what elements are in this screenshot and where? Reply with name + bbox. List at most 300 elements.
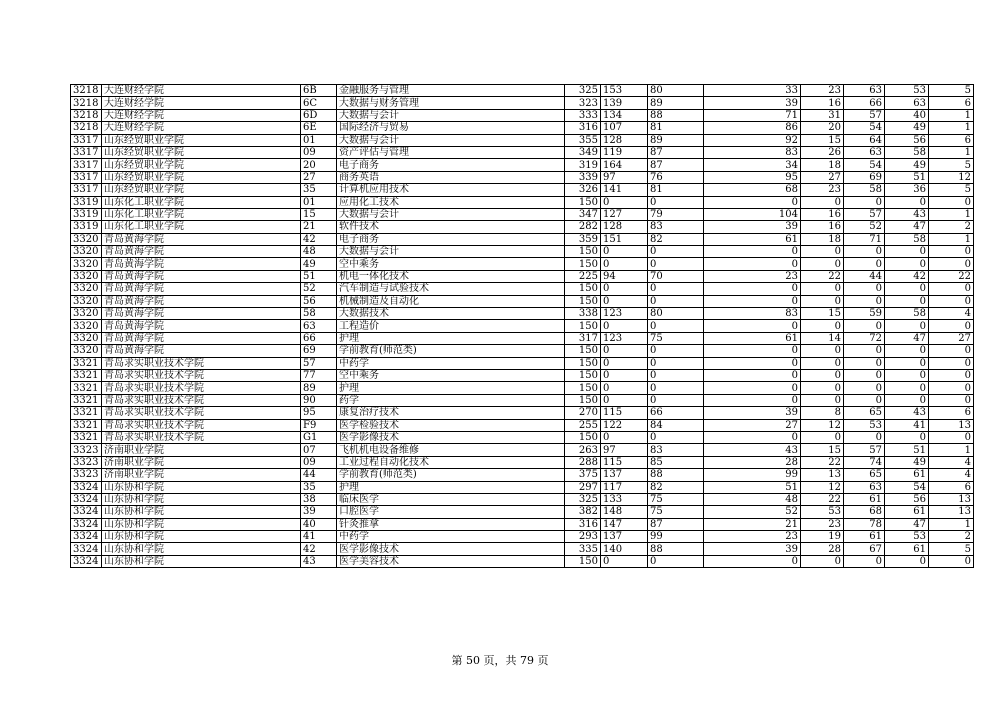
cell-col9: 0 [801, 246, 844, 258]
cell-col12: 22 [929, 270, 974, 282]
cell-major-name: 口腔医学 [337, 506, 565, 518]
cell-school-code: 3320 [71, 295, 102, 307]
cell-school-name: 青岛黄海学院 [102, 233, 301, 245]
cell-col8: 0 [704, 295, 801, 307]
cell-col12: 2 [929, 221, 974, 233]
cell-col7: 76 [648, 171, 704, 183]
cell-major-code: 56 [301, 295, 337, 307]
cell-major-code: 57 [301, 357, 337, 369]
cell-col10: 0 [844, 258, 885, 270]
cell-major-code: 40 [301, 518, 337, 530]
cell-col7: 89 [648, 97, 704, 109]
cell-school-name: 济南职业学院 [102, 469, 301, 481]
cell-col11: 61 [885, 506, 929, 518]
cell-major-name: 学前教育(师范类) [337, 469, 565, 481]
cell-col11: 54 [885, 481, 929, 493]
cell-col9: 0 [801, 555, 844, 567]
cell-col7: 87 [648, 518, 704, 530]
table-row [71, 382, 974, 394]
cell-col7: 79 [648, 208, 704, 220]
cell-col9: 0 [801, 345, 844, 357]
cell-col10: 63 [844, 481, 885, 493]
table-row [71, 419, 974, 431]
cell-major-code: 01 [301, 196, 337, 208]
cell-col12: 4 [929, 469, 974, 481]
cell-col8: 39 [704, 407, 801, 419]
cell-school-name: 青岛黄海学院 [102, 320, 301, 332]
cell-major-code: 52 [301, 283, 337, 295]
cell-school-name: 山东化工职业学院 [102, 208, 301, 220]
cell-plan-score: 150 [565, 345, 601, 357]
cell-col11: 49 [885, 122, 929, 134]
cell-col7: 0 [648, 369, 704, 381]
cell-school-name: 青岛黄海学院 [102, 295, 301, 307]
cell-plan-score: 150 [565, 258, 601, 270]
cell-school-name: 青岛求实职业技术学院 [102, 407, 301, 419]
cell-col11: 58 [885, 308, 929, 320]
cell-col6: 0 [601, 382, 648, 394]
cell-col10: 54 [844, 122, 885, 134]
cell-major-name: 医学影像技术 [337, 543, 565, 555]
cell-plan-score: 150 [565, 394, 601, 406]
cell-col11: 61 [885, 543, 929, 555]
cell-school-code: 3317 [71, 171, 102, 183]
cell-major-code: G1 [301, 431, 337, 443]
cell-col11: 51 [885, 171, 929, 183]
cell-major-name: 机械制造及自动化 [337, 295, 565, 307]
cell-col11: 41 [885, 419, 929, 431]
cell-plan-score: 325 [565, 85, 601, 97]
table-row [71, 345, 974, 357]
cell-major-code: 27 [301, 171, 337, 183]
cell-col10: 57 [844, 208, 885, 220]
cell-col7: 0 [648, 295, 704, 307]
cell-col6: 137 [601, 469, 648, 481]
cell-col8: 61 [704, 332, 801, 344]
cell-school-name: 山东协和学院 [102, 518, 301, 530]
cell-col6: 0 [601, 369, 648, 381]
cell-school-name: 青岛黄海学院 [102, 345, 301, 357]
cell-col11: 58 [885, 146, 929, 158]
cell-plan-score: 355 [565, 134, 601, 146]
cell-col11: 53 [885, 85, 929, 97]
cell-plan-score: 375 [565, 469, 601, 481]
cell-school-code: 3317 [71, 184, 102, 196]
cell-col9: 15 [801, 444, 844, 456]
cell-col12: 5 [929, 159, 974, 171]
cell-col8: 0 [704, 320, 801, 332]
cell-col8: 0 [704, 394, 801, 406]
cell-col11: 61 [885, 469, 929, 481]
cell-col11: 56 [885, 134, 929, 146]
table-row [71, 134, 974, 146]
cell-col7: 85 [648, 456, 704, 468]
cell-col10: 0 [844, 431, 885, 443]
cell-major-name: 飞机机电设备维修 [337, 444, 565, 456]
cell-col8: 61 [704, 233, 801, 245]
cell-col6: 94 [601, 270, 648, 282]
cell-col9: 16 [801, 221, 844, 233]
cell-major-code: 38 [301, 493, 337, 505]
cell-col11: 0 [885, 394, 929, 406]
cell-major-name: 大数据与会计 [337, 208, 565, 220]
cell-col7: 0 [648, 258, 704, 270]
cell-col12: 0 [929, 382, 974, 394]
cell-school-name: 青岛求实职业技术学院 [102, 431, 301, 443]
cell-major-code: 95 [301, 407, 337, 419]
cell-col8: 83 [704, 146, 801, 158]
cell-school-code: 3323 [71, 444, 102, 456]
cell-major-code: 42 [301, 543, 337, 555]
cell-col6: 147 [601, 518, 648, 530]
cell-col12: 1 [929, 518, 974, 530]
cell-col10: 69 [844, 171, 885, 183]
cell-plan-score: 316 [565, 518, 601, 530]
cell-col8: 21 [704, 518, 801, 530]
cell-col10: 53 [844, 419, 885, 431]
cell-col7: 88 [648, 469, 704, 481]
cell-col6: 148 [601, 506, 648, 518]
cell-col7: 82 [648, 481, 704, 493]
cell-major-name: 汽车制造与试验技术 [337, 283, 565, 295]
cell-col11: 0 [885, 258, 929, 270]
cell-col8: 99 [704, 469, 801, 481]
cell-plan-score: 263 [565, 444, 601, 456]
cell-col11: 0 [885, 345, 929, 357]
cell-col10: 65 [844, 407, 885, 419]
cell-major-name: 电子商务 [337, 233, 565, 245]
cell-col9: 0 [801, 258, 844, 270]
table-row [71, 469, 974, 481]
cell-col11: 0 [885, 246, 929, 258]
cell-major-code: 49 [301, 258, 337, 270]
cell-col10: 64 [844, 134, 885, 146]
table-row [71, 122, 974, 134]
cell-major-name: 护理 [337, 332, 565, 344]
cell-col8: 23 [704, 531, 801, 543]
cell-major-name: 软件技术 [337, 221, 565, 233]
table-row [71, 295, 974, 307]
table-row [71, 221, 974, 233]
cell-col7: 88 [648, 109, 704, 121]
cell-col9: 0 [801, 196, 844, 208]
cell-plan-score: 150 [565, 555, 601, 567]
admission-score-table [70, 84, 974, 568]
cell-plan-score: 359 [565, 233, 601, 245]
cell-school-code: 3320 [71, 283, 102, 295]
cell-plan-score: 150 [565, 283, 601, 295]
cell-col8: 95 [704, 171, 801, 183]
cell-col9: 0 [801, 283, 844, 295]
table-row [71, 444, 974, 456]
cell-major-name: 大数据技术 [337, 308, 565, 320]
cell-major-code: 69 [301, 345, 337, 357]
cell-col8: 0 [704, 555, 801, 567]
cell-col12: 1 [929, 444, 974, 456]
cell-major-name: 大数据与会计 [337, 134, 565, 146]
cell-col8: 0 [704, 357, 801, 369]
cell-col9: 31 [801, 109, 844, 121]
cell-plan-score: 288 [565, 456, 601, 468]
cell-major-name: 针灸推拿 [337, 518, 565, 530]
table-row [71, 407, 974, 419]
cell-col10: 0 [844, 555, 885, 567]
cell-col6: 123 [601, 332, 648, 344]
cell-col6: 141 [601, 184, 648, 196]
cell-school-name: 山东协和学院 [102, 493, 301, 505]
table-row [71, 320, 974, 332]
cell-major-code: 09 [301, 146, 337, 158]
table-row [71, 431, 974, 443]
cell-school-name: 青岛黄海学院 [102, 270, 301, 282]
cell-school-name: 山东协和学院 [102, 531, 301, 543]
cell-col7: 66 [648, 407, 704, 419]
cell-col9: 15 [801, 134, 844, 146]
cell-col8: 0 [704, 382, 801, 394]
cell-col12: 2 [929, 531, 974, 543]
cell-major-name: 中药学 [337, 357, 565, 369]
cell-col11: 49 [885, 159, 929, 171]
cell-plan-score: 150 [565, 295, 601, 307]
cell-major-name: 资产评估与管理 [337, 146, 565, 158]
cell-school-name: 济南职业学院 [102, 444, 301, 456]
cell-col9: 23 [801, 184, 844, 196]
cell-col11: 49 [885, 456, 929, 468]
cell-col6: 139 [601, 97, 648, 109]
cell-col10: 65 [844, 469, 885, 481]
cell-col8: 86 [704, 122, 801, 134]
cell-major-name: 工业过程自动化技术 [337, 456, 565, 468]
cell-school-name: 山东协和学院 [102, 543, 301, 555]
cell-col11: 0 [885, 555, 929, 567]
cell-plan-score: 325 [565, 493, 601, 505]
cell-major-code: 39 [301, 506, 337, 518]
cell-col9: 26 [801, 146, 844, 158]
cell-school-code: 3320 [71, 270, 102, 282]
cell-major-name: 商务英语 [337, 171, 565, 183]
cell-col6: 153 [601, 85, 648, 97]
cell-col11: 51 [885, 444, 929, 456]
cell-major-name: 大数据与财务管理 [337, 97, 565, 109]
cell-col11: 43 [885, 407, 929, 419]
cell-col7: 88 [648, 543, 704, 555]
cell-school-name: 山东经贸职业学院 [102, 184, 301, 196]
cell-col8: 52 [704, 506, 801, 518]
cell-major-code: 6D [301, 109, 337, 121]
cell-school-code: 3321 [71, 419, 102, 431]
cell-col10: 0 [844, 394, 885, 406]
cell-col12: 5 [929, 85, 974, 97]
cell-col11: 0 [885, 320, 929, 332]
cell-col7: 80 [648, 85, 704, 97]
cell-col9: 13 [801, 469, 844, 481]
cell-col6: 128 [601, 221, 648, 233]
cell-col10: 58 [844, 184, 885, 196]
cell-school-code: 3319 [71, 221, 102, 233]
table-row [71, 555, 974, 567]
cell-col9: 0 [801, 394, 844, 406]
cell-school-code: 3321 [71, 369, 102, 381]
cell-major-code: 20 [301, 159, 337, 171]
table-row [71, 357, 974, 369]
cell-col8: 0 [704, 196, 801, 208]
cell-col9: 18 [801, 233, 844, 245]
cell-col8: 0 [704, 258, 801, 270]
cell-school-name: 山东经贸职业学院 [102, 159, 301, 171]
cell-col8: 104 [704, 208, 801, 220]
cell-col12: 1 [929, 146, 974, 158]
cell-school-code: 3320 [71, 345, 102, 357]
cell-major-code: 90 [301, 394, 337, 406]
cell-col7: 82 [648, 233, 704, 245]
cell-school-code: 3320 [71, 308, 102, 320]
cell-col6: 128 [601, 134, 648, 146]
cell-major-code: 35 [301, 481, 337, 493]
cell-col9: 19 [801, 531, 844, 543]
cell-col8: 34 [704, 159, 801, 171]
cell-major-code: 15 [301, 208, 337, 220]
table-row [71, 394, 974, 406]
cell-col12: 13 [929, 493, 974, 505]
table-row [71, 208, 974, 220]
cell-col9: 18 [801, 159, 844, 171]
cell-col6: 0 [601, 283, 648, 295]
cell-major-name: 空中乘务 [337, 369, 565, 381]
cell-col10: 57 [844, 444, 885, 456]
cell-col9: 16 [801, 97, 844, 109]
cell-col9: 0 [801, 431, 844, 443]
cell-col6: 0 [601, 345, 648, 357]
cell-col11: 0 [885, 196, 929, 208]
cell-col12: 13 [929, 419, 974, 431]
cell-major-name: 国际经济与贸易 [337, 122, 565, 134]
table-row [71, 369, 974, 381]
cell-col6: 0 [601, 320, 648, 332]
table-row [71, 518, 974, 530]
cell-plan-score: 150 [565, 431, 601, 443]
cell-school-code: 3323 [71, 456, 102, 468]
cell-school-code: 3317 [71, 146, 102, 158]
cell-col9: 27 [801, 171, 844, 183]
cell-col9: 16 [801, 208, 844, 220]
cell-col6: 151 [601, 233, 648, 245]
cell-col10: 52 [844, 221, 885, 233]
cell-col7: 0 [648, 555, 704, 567]
cell-plan-score: 382 [565, 506, 601, 518]
cell-plan-score: 349 [565, 146, 601, 158]
cell-col8: 33 [704, 85, 801, 97]
cell-col8: 43 [704, 444, 801, 456]
cell-major-code: 89 [301, 382, 337, 394]
cell-col12: 0 [929, 431, 974, 443]
cell-col10: 72 [844, 332, 885, 344]
cell-plan-score: 316 [565, 122, 601, 134]
cell-col8: 71 [704, 109, 801, 121]
cell-school-code: 3324 [71, 555, 102, 567]
cell-major-code: 35 [301, 184, 337, 196]
cell-col6: 123 [601, 308, 648, 320]
cell-school-name: 大连财经学院 [102, 85, 301, 97]
cell-school-name: 青岛黄海学院 [102, 332, 301, 344]
table-row [71, 233, 974, 245]
cell-col10: 0 [844, 369, 885, 381]
cell-major-name: 机电一体化技术 [337, 270, 565, 282]
cell-col10: 0 [844, 196, 885, 208]
cell-col6: 133 [601, 493, 648, 505]
cell-major-code: 43 [301, 555, 337, 567]
cell-plan-score: 338 [565, 308, 601, 320]
cell-col12: 0 [929, 196, 974, 208]
cell-col11: 42 [885, 270, 929, 282]
cell-col9: 15 [801, 308, 844, 320]
table-row [71, 481, 974, 493]
cell-col12: 0 [929, 246, 974, 258]
cell-school-name: 山东化工职业学院 [102, 221, 301, 233]
cell-col6: 117 [601, 481, 648, 493]
cell-col10: 0 [844, 382, 885, 394]
cell-col11: 0 [885, 431, 929, 443]
cell-school-code: 3324 [71, 506, 102, 518]
cell-col8: 0 [704, 345, 801, 357]
cell-col11: 0 [885, 357, 929, 369]
cell-col10: 71 [844, 233, 885, 245]
cell-col10: 59 [844, 308, 885, 320]
cell-plan-score: 319 [565, 159, 601, 171]
cell-col6: 0 [601, 431, 648, 443]
cell-col6: 97 [601, 444, 648, 456]
cell-col7: 75 [648, 493, 704, 505]
cell-col12: 1 [929, 109, 974, 121]
cell-major-code: 66 [301, 332, 337, 344]
cell-major-name: 金融服务与管理 [337, 85, 565, 97]
cell-major-name: 计算机应用技术 [337, 184, 565, 196]
cell-col6: 140 [601, 543, 648, 555]
cell-col10: 0 [844, 246, 885, 258]
cell-col6: 97 [601, 171, 648, 183]
cell-major-code: F9 [301, 419, 337, 431]
cell-col9: 0 [801, 320, 844, 332]
cell-col6: 137 [601, 531, 648, 543]
cell-col7: 0 [648, 382, 704, 394]
cell-major-code: 6B [301, 85, 337, 97]
cell-col11: 0 [885, 369, 929, 381]
cell-plan-score: 255 [565, 419, 601, 431]
cell-col8: 28 [704, 456, 801, 468]
cell-col7: 84 [648, 419, 704, 431]
cell-school-code: 3319 [71, 196, 102, 208]
cell-plan-score: 293 [565, 531, 601, 543]
cell-col7: 99 [648, 531, 704, 543]
cell-col10: 61 [844, 531, 885, 543]
cell-col10: 54 [844, 159, 885, 171]
cell-school-name: 青岛黄海学院 [102, 308, 301, 320]
cell-school-code: 3218 [71, 85, 102, 97]
cell-plan-score: 150 [565, 369, 601, 381]
cell-col11: 47 [885, 332, 929, 344]
cell-col6: 0 [601, 295, 648, 307]
cell-col7: 0 [648, 246, 704, 258]
cell-col6: 0 [601, 196, 648, 208]
cell-col10: 78 [844, 518, 885, 530]
cell-col10: 0 [844, 295, 885, 307]
cell-col12: 0 [929, 357, 974, 369]
cell-col10: 63 [844, 85, 885, 97]
cell-major-code: 77 [301, 369, 337, 381]
cell-col6: 0 [601, 555, 648, 567]
cell-col8: 0 [704, 431, 801, 443]
cell-school-code: 3324 [71, 543, 102, 555]
cell-col6: 0 [601, 394, 648, 406]
